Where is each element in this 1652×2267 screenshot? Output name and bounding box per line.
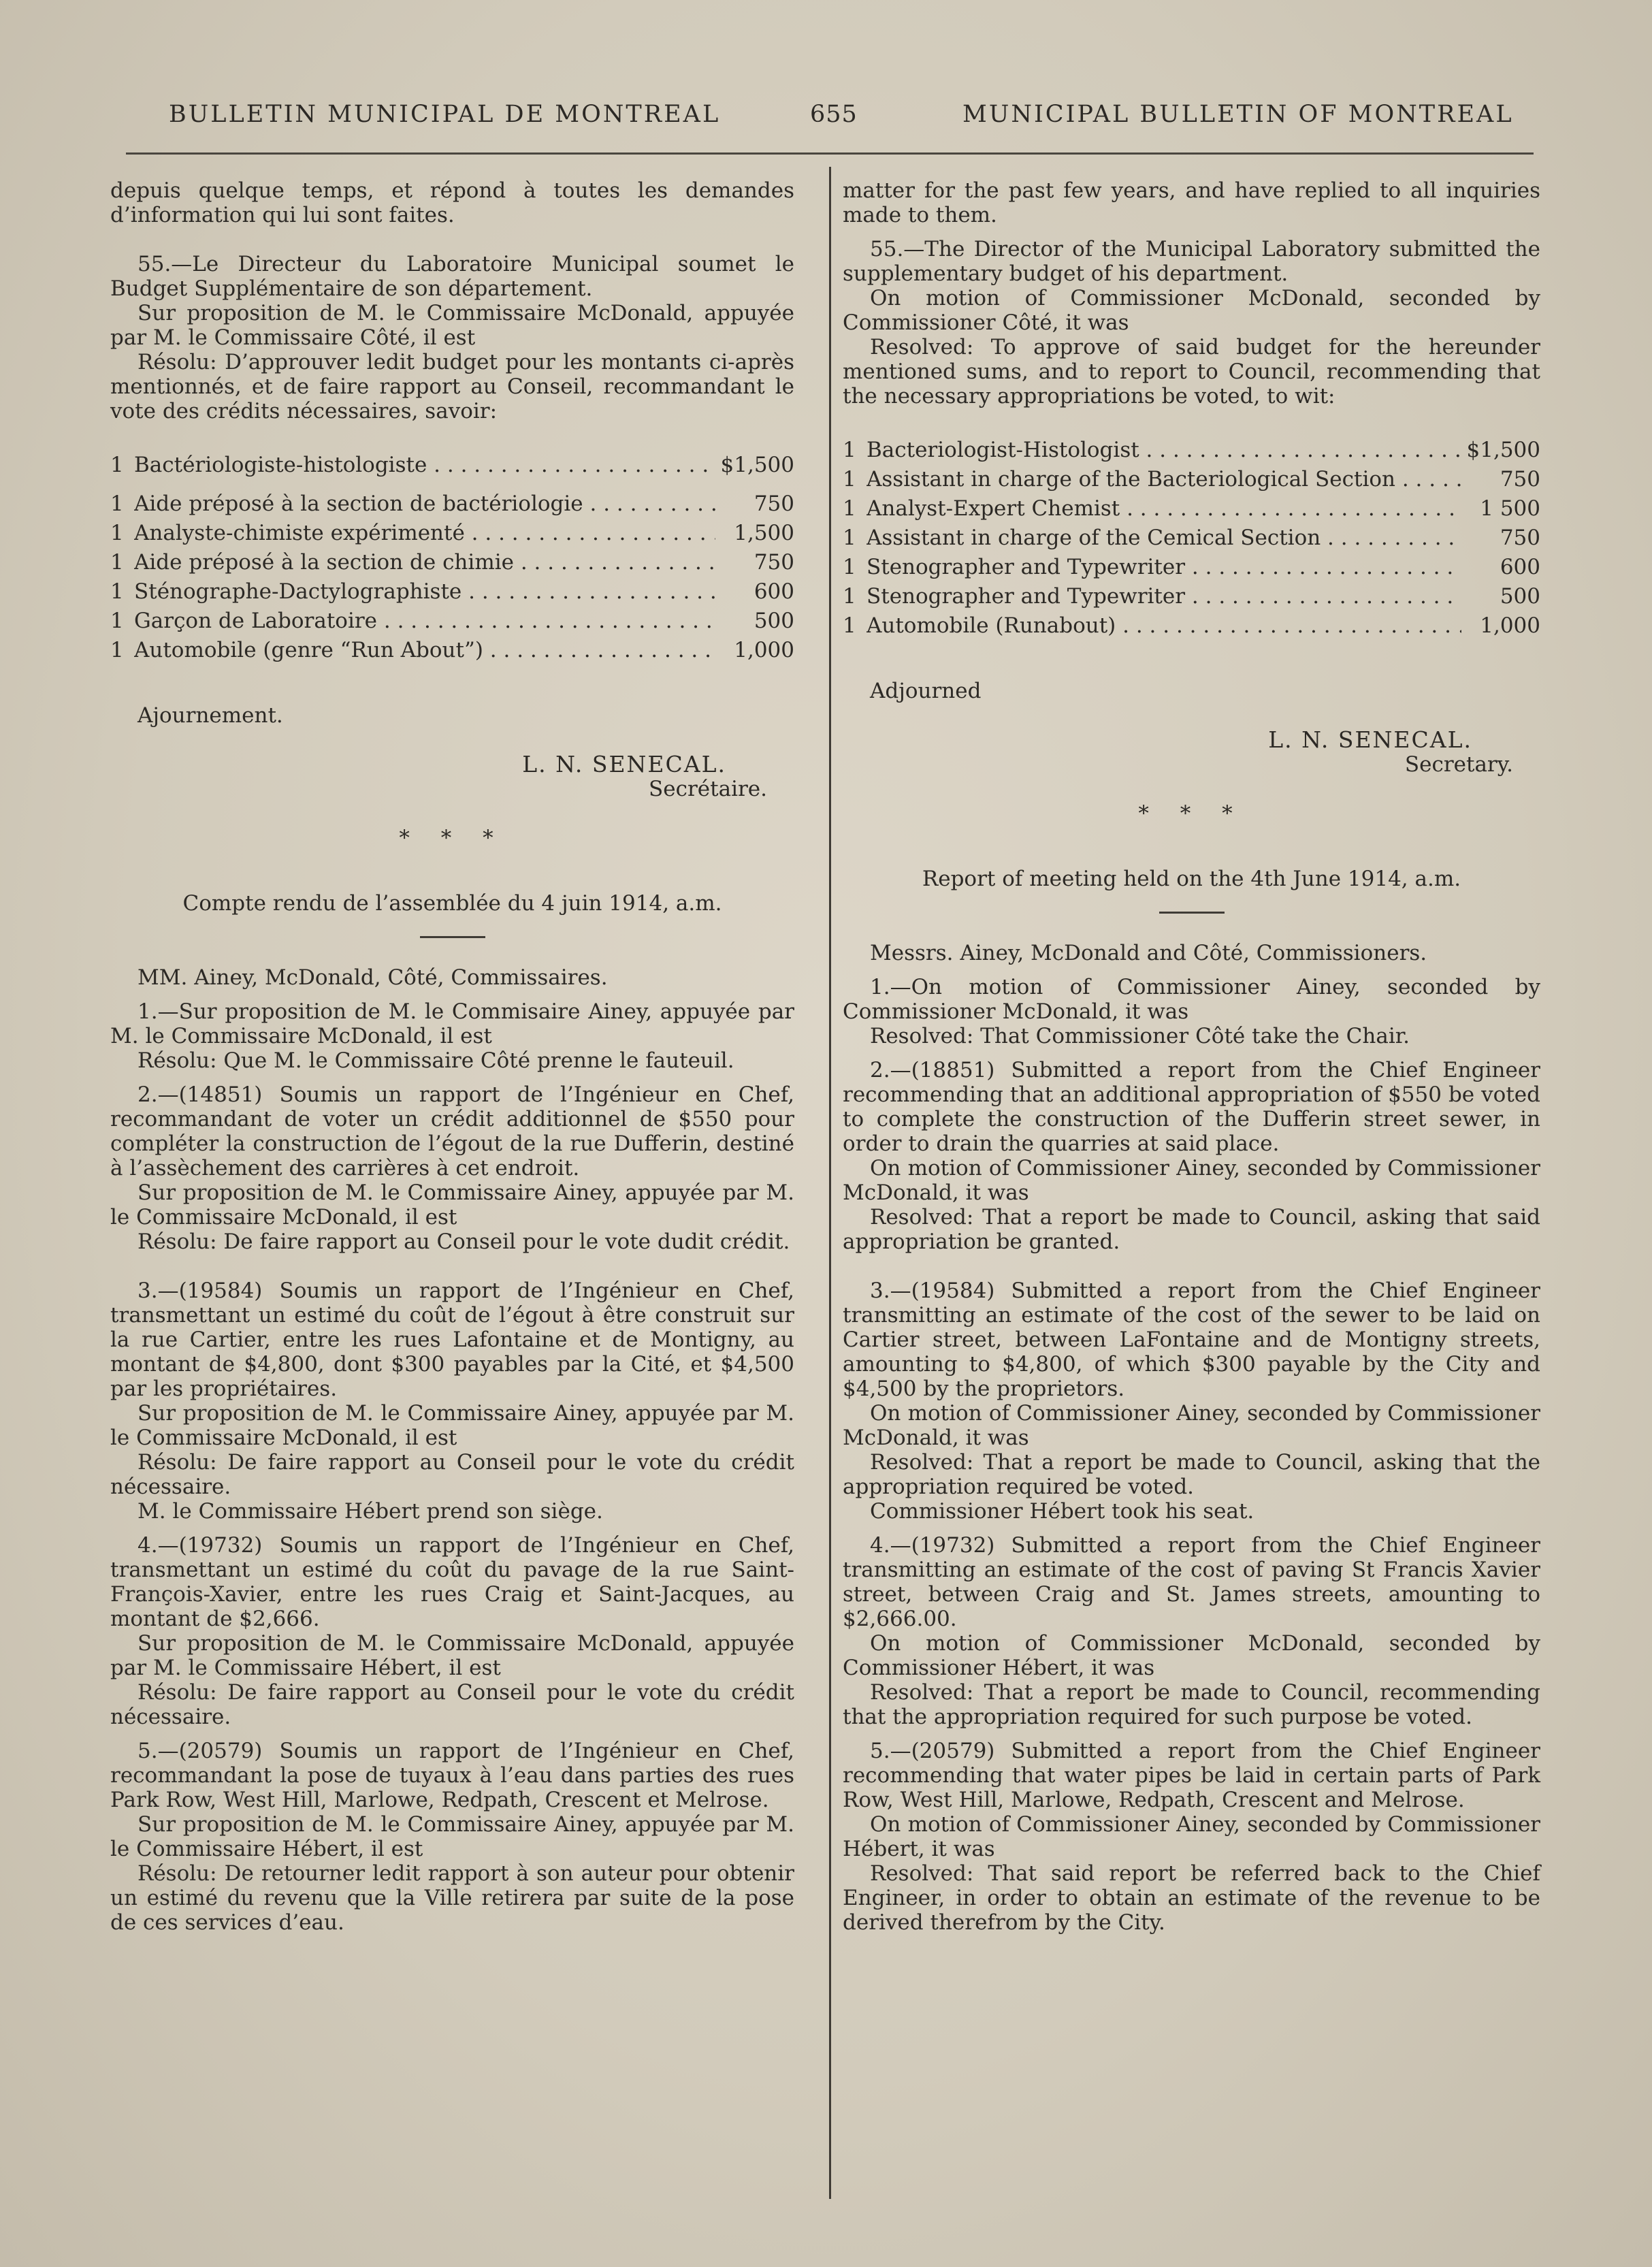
item-2-motion: Sur proposition de M. le Commissaire Ainey, appuyée par M. le Commissaire McDonald, il est xyxy=(110,1180,794,1229)
adjournment: Ajournement. xyxy=(137,703,283,728)
paragraph: matter for the past few years, and have replied to all inquiries made to them. xyxy=(843,178,1540,227)
report-title: Compte rendu de l’assemblée du 4 juin 1914, a.m. xyxy=(182,891,722,916)
item-4-motion: On motion of Commissioner McDonald, seconded by Commissioner Hébert, it was xyxy=(843,1631,1540,1680)
item-1-motion: 1.—On motion of Commissioner Ainey, seconded by Commissioner McDonald, it was xyxy=(843,975,1540,1024)
item-3: 3.—(19584) Soumis un rapport de l’Ingénieur en Chef, transmettant un estimé du coût de l’égout à être construit sur la rue Cartier, entre les rues Lafontaine et de Montigny, au montant de $4,800, dont $300 payables par la Cité, et $4,500 par les propriétaires. xyxy=(110,1279,794,1401)
budget-item: 1 Garçon de Laboratoire . . . 500 xyxy=(110,604,794,633)
budget-item: 1 Aide préposé à la section de chimie . . . 750 xyxy=(110,545,794,575)
item-3-seat: Commissioner Hébert took his seat. xyxy=(870,1499,1254,1524)
attendance: MM. Ainey, McDonald, Côté, Commissaires. xyxy=(137,965,608,990)
item-4: 4.—(19732) Submitted a report from the Chief Engineer transmitting an estimate of the cost of paving St Francis Xavier street, between Craig and St. James streets, amounting to $2,666.00. xyxy=(843,1533,1540,1631)
budget-item: 1 Automobile (Runabout) . . . 1,000 xyxy=(843,609,1540,638)
budget-item: 1 Bacteriologist-Histologist . . . $1,500 xyxy=(843,433,1540,462)
column-divider xyxy=(829,167,831,2199)
header-rule xyxy=(126,152,1534,155)
budget-item: 1 Analyst-Expert Chemist . . . 1 500 xyxy=(843,492,1540,521)
budget-item: 1 Stenographer and Typewriter . . . 600 xyxy=(843,550,1540,579)
attendance: Messrs. Ainey, McDonald and Côté, Commissioners. xyxy=(870,941,1427,965)
budget-item: 1 Bactériologiste-histologiste . . . $1,500 xyxy=(110,448,794,477)
section-separator: * * * xyxy=(1138,801,1245,826)
item-5-motion: Sur proposition de M. le Commissaire Ainey, appuyée par M. le Commissaire Hébert, il est xyxy=(110,1812,794,1861)
item-3-resolution: Resolved: That a report be made to Council, asking that the appropriation required be voted. xyxy=(843,1450,1540,1499)
item-3-motion: On motion of Commissioner Ainey, seconded by Commissioner McDonald, it was xyxy=(843,1401,1540,1450)
english-column xyxy=(843,178,1540,1935)
header-french-title: BULLETIN MUNICIPAL DE MONTREAL xyxy=(169,101,721,128)
item-55: 55.—Le Directeur du Laboratoire Municipal soumet le Budget Supplémentaire de son département. xyxy=(110,252,794,301)
signature-name: L. N. SENECAL. xyxy=(522,751,726,777)
item-1-resolution: Résolu: Que M. le Commissaire Côté prenne le fauteuil. xyxy=(137,1048,734,1073)
resolution: Resolved: To approve of said budget for the hereunder mentioned sums, and to report to Council, recommending that the necessary appropriations be voted, to wit: xyxy=(843,335,1540,408)
french-column xyxy=(110,178,794,1935)
adjournment: Adjourned xyxy=(870,679,982,703)
budget-item: 1 Assistant in charge of the Bacteriological Section . . . 750 xyxy=(843,462,1540,492)
item-5: 5.—(20579) Soumis un rapport de l’Ingénieur en Chef, recommandant la pose de tuyaux à l’eau dans parties des rues Park Row, West Hill, Marlowe, Redpath, Crescent et Melrose. xyxy=(110,1739,794,1812)
signature-name: L. N. SENECAL. xyxy=(1268,726,1472,753)
budget-item: 1 Automobile (genre “Run About”) . . . 1,000 xyxy=(110,633,794,662)
budget-item: 1 Sténographe-Dactylographiste . . . 600 xyxy=(110,575,794,604)
item-2-motion: On motion of Commissioner Ainey, seconded by Commissioner McDonald, it was xyxy=(843,1156,1540,1205)
motion: Sur proposition de M. le Commissaire McDonald, appuyée par M. le Commissaire Côté, il est xyxy=(110,301,794,350)
short-rule xyxy=(1159,912,1225,914)
page-number: 655 xyxy=(810,101,858,128)
item-4: 4.—(19732) Soumis un rapport de l’Ingénieur en Chef, transmettant un estimé du coût du pavage de la rue Saint-François-Xavier, entre les rues Craig et Saint-Jacques, au montant de $2,666. xyxy=(110,1533,794,1631)
signature-title: Secretary. xyxy=(1404,752,1513,777)
budget-item: 1 Assistant in charge of the Cemical Section . . . 750 xyxy=(843,521,1540,550)
section-separator: * * * xyxy=(399,826,506,850)
signature-title: Secrétaire. xyxy=(649,777,767,801)
header-english-title: MUNICIPAL BULLETIN OF MONTREAL xyxy=(962,101,1514,128)
item-4-resolution: Resolved: That a report be made to Council, recommending that the appropriation required for such purpose be voted. xyxy=(843,1680,1540,1729)
item-4-motion: Sur proposition de M. le Commissaire McDonald, appuyée par M. le Commissaire Hébert, il est xyxy=(110,1631,794,1680)
item-1-motion: 1.—Sur proposition de M. le Commisaire Ainey, appuyée par M. le Commissaire McDonald, il est xyxy=(110,999,794,1048)
item-1-resolution: Resolved: That Commissioner Côté take the Chair. xyxy=(870,1024,1410,1048)
item-2-resolution: Resolved: That a report be made to Council, asking that said appropriation be granted. xyxy=(843,1205,1540,1254)
item-55: 55.—The Director of the Municipal Laboratory submitted the supplementary budget of his department. xyxy=(843,237,1540,286)
resolution: Résolu: D’approuver ledit budget pour les montants ci-après mentionnés, et de faire rapport au Conseil, recommandant le vote des crédits nécessaires, savoir: xyxy=(110,350,794,423)
item-3-seat: M. le Commissaire Hébert prend son siège. xyxy=(137,1499,603,1524)
budget-item: 1 Stenographer and Typewriter . . . 500 xyxy=(843,579,1540,609)
item-2: 2.—(18851) Submitted a report from the Chief Engineer recommending that an additional appropriation of $550 be voted to complete the construction of the Dufferin street sewer, in order to drain the quarries at said place. xyxy=(843,1058,1540,1156)
budget-list xyxy=(110,448,794,662)
budget-item: 1 Aide préposé à la section de bactériologie . . . 750 xyxy=(110,487,794,516)
short-rule xyxy=(420,936,485,938)
budget-list xyxy=(843,433,1540,638)
item-3-resolution: Résolu: De faire rapport au Conseil pour le vote du crédit nécessaire. xyxy=(110,1450,794,1499)
item-2: 2.—(14851) Soumis un rapport de l’Ingénieur en Chef, recommandant de voter un crédit additionnel de $550 pour compléter la construction de l’égout de la rue Dufferin, destiné à l’assèchement des carrières à cet endroit. xyxy=(110,1082,794,1180)
paragraph: depuis quelque temps, et répond à toutes les demandes d’information qui lui sont faites. xyxy=(110,178,794,227)
item-3-motion: Sur proposition de M. le Commissaire Ainey, appuyée par M. le Commissaire McDonald, il est xyxy=(110,1401,794,1450)
item-5-resolution: Resolved: That said report be referred back to the Chief Engineer, in order to obtain an estimate of the revenue to be derived therefrom by the City. xyxy=(843,1861,1540,1935)
motion: On motion of Commissioner McDonald, seconded by Commissioner Côté, it was xyxy=(843,286,1540,335)
item-5-motion: On motion of Commissioner Ainey, seconded by Commissioner Hébert, it was xyxy=(843,1812,1540,1861)
item-5-resolution: Résolu: De retourner ledit rapport à son auteur pour obtenir un estimé du revenu que la Ville retirera par suite de la pose de ces services d’eau. xyxy=(110,1861,794,1935)
item-3: 3.—(19584) Submitted a report from the Chief Engineer transmitting an estimate of the cost of the sewer to be laid on Cartier street, between LaFontaine and de Montigny streets, amounting to $4,800, of which $300 payable by the City and $4,500 by the proprietors. xyxy=(843,1279,1540,1401)
budget-item: 1 Analyste-chimiste expérimenté . . . 1,500 xyxy=(110,516,794,545)
report-title: Report of meeting held on the 4th June 1914, a.m. xyxy=(922,867,1461,891)
item-4-resolution: Résolu: De faire rapport au Conseil pour le vote du crédit nécessaire. xyxy=(110,1680,794,1729)
item-5: 5.—(20579) Submitted a report from the Chief Engineer recommending that water pipes be laid in certain parts of Park Row, West Hill, Marlowe, Redpath, Crescent and Melrose. xyxy=(843,1739,1540,1812)
item-2-resolution: Résolu: De faire rapport au Conseil pour le vote dudit crédit. xyxy=(137,1229,790,1254)
